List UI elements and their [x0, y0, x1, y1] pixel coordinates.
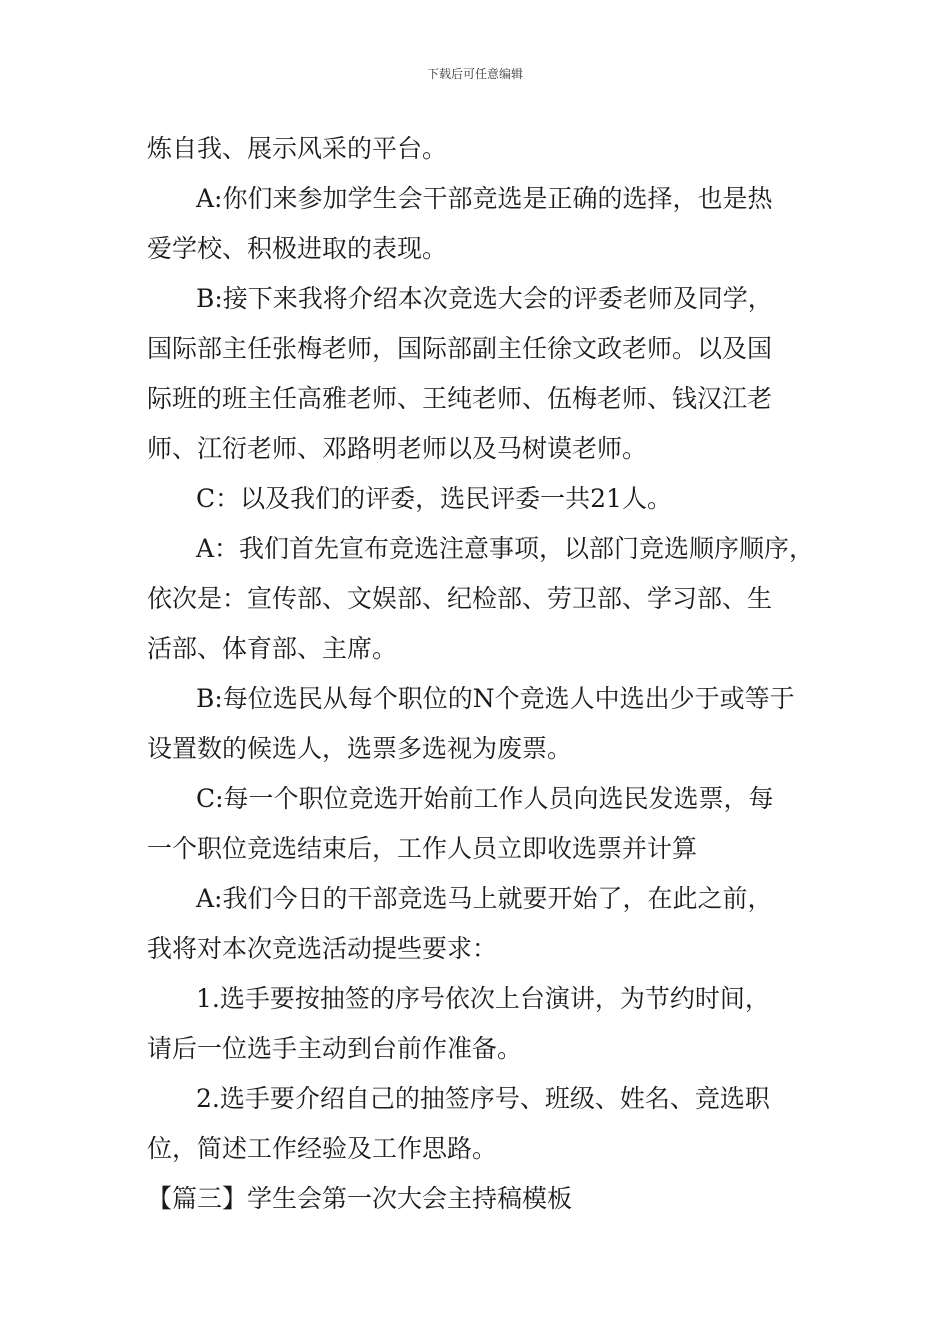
paragraph-line: 一个职位竞选结束后，工作人员立即收选票并计算 [147, 834, 698, 863]
paragraph-line: C：以及我们的评委，选民评委一共21人。 [196, 484, 672, 513]
page-header: 下载后可任意编辑 [426, 67, 523, 81]
paragraph-line: 炼自我、展示风采的平台。 [147, 134, 448, 163]
paragraph-line: 依次是：宣传部、文娱部、纪检部、劳卫部、学习部、生 [147, 584, 773, 613]
paragraph-line: 1.选手要按抽签的序号依次上台演讲，为节约时间， [196, 984, 770, 1013]
paragraph-line: 设置数的候选人，选票多选视为废票。 [147, 734, 573, 763]
paragraph-line: A:我们今日的干部竞选马上就要开始了，在此之前， [196, 884, 773, 913]
section-heading: 【篇三】学生会第一次大会主持稿模板 [147, 1184, 573, 1213]
paragraph-line: 活部、体育部、主席。 [147, 634, 398, 663]
paragraph-line: 爱学校、积极进取的表现。 [147, 234, 448, 263]
paragraph-line: 请后一位选手主动到台前作准备。 [147, 1034, 523, 1063]
paragraph-line: 我将对本次竞选活动提些要求： [147, 934, 498, 963]
paragraph-line: A：我们首先宣布竞选注意事项，以部门竞选顺序顺序， [196, 534, 815, 563]
paragraph-line: A:你们来参加学生会干部竞选是正确的选择，也是热 [196, 184, 773, 213]
paragraph-line: 师、江衍老师、邓路明老师以及马树谟老师。 [147, 434, 648, 463]
paragraph-line: B:每位选民从每个职位的N个竞选人中选出少于或等于 [196, 684, 795, 713]
paragraph-line: B:接下来我将介绍本次竞选大会的评委老师及同学， [196, 284, 773, 313]
paragraph-line: 2.选手要介绍自己的抽签序号、班级、姓名、竞选职 [196, 1084, 770, 1113]
paragraph-line: 际班的班主任高雅老师、王纯老师、伍梅老师、钱汉江老 [147, 384, 773, 413]
paragraph-line: 位，简述工作经验及工作思路。 [147, 1134, 498, 1163]
paragraph-line: 国际部主任张梅老师，国际部副主任徐文政老师。以及国 [147, 334, 773, 363]
paragraph-line: C:每一个职位竞选开始前工作人员向选民发选票，每 [196, 784, 774, 813]
